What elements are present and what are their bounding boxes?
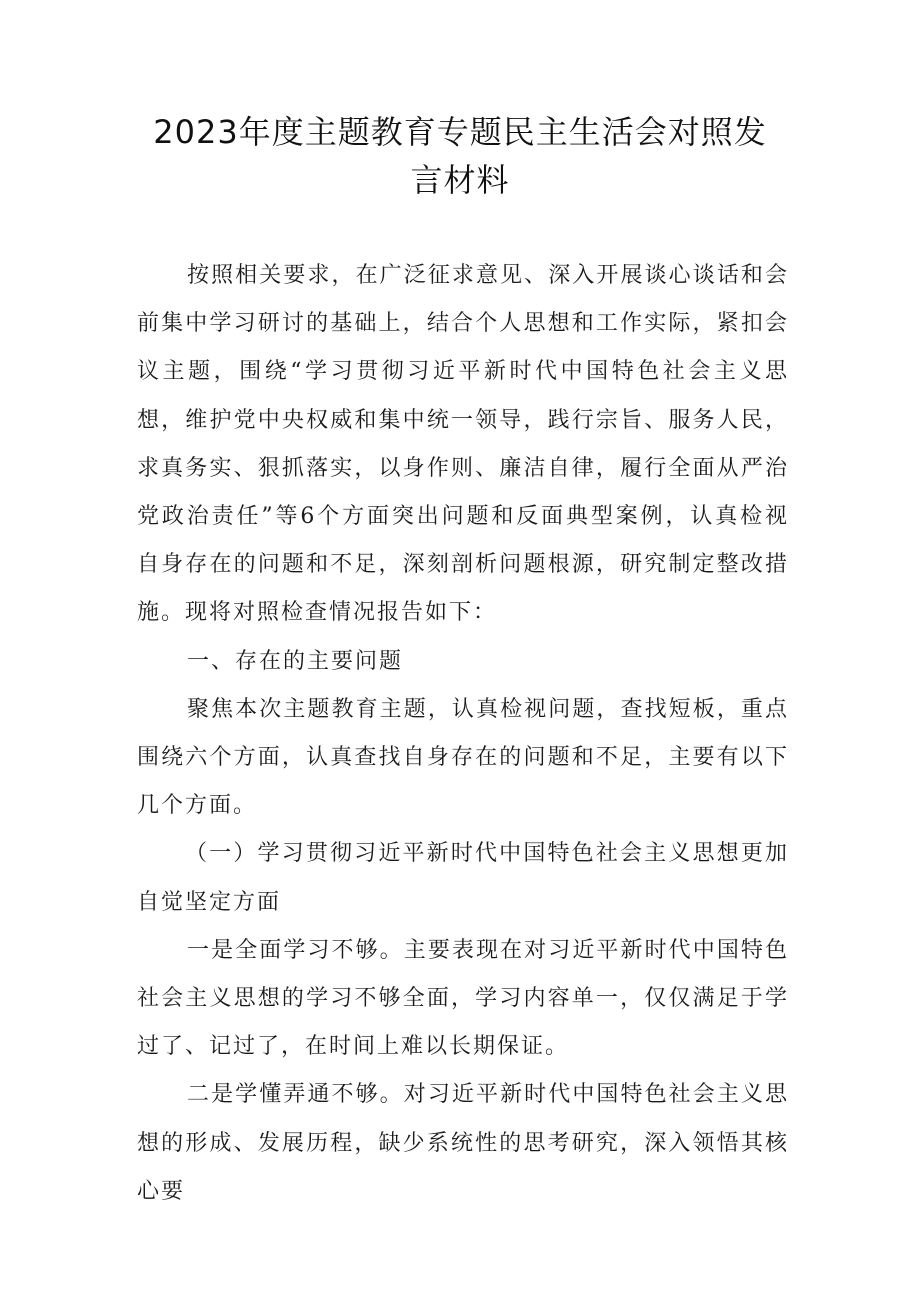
document-body bbox=[137, 252, 789, 1216]
document-title bbox=[100, 108, 820, 204]
point-paragraph-2: 二是学懂弄通不够。对习近平新时代中国特色社会主义思想的形成、发展历程，缺少系统性的思考研究，深入领悟其核心要 bbox=[137, 1082, 789, 1204]
intro-paragraph: 按照相关要求，在广泛征求意见、深入开展谈心谈话和会前集中学习研讨的基础上，结合个人思想和工作实际，紧扣会议主题，围绕“学习贯彻习近平新时代中国特色社会主义思想，维护党中央权威和集中统一领导，践行宗旨、服务人民，求真务实、狠抓落实，以身作则、廉洁自律，履行全面从严治党政治责任”等6个方面突出问题和反面典型案例，认真检视自身存在的问题和不足，深刻剖析问题根源，研究制定整改措施。现将对照检查情况报告如下： bbox=[137, 263, 789, 626]
section-intro-paragraph: 聚焦本次主题教育主题，认真检视问题，查找短板，重点围绕六个方面，认真查找自身存在的问题和不足，主要有以下几个方面。 bbox=[137, 696, 789, 819]
subsection-heading-1: （一）学习贯彻习近平新时代中国特色社会主义思想更加自觉坚定方面 bbox=[137, 841, 789, 915]
section-heading-1: 一、存在的主要问题 bbox=[187, 648, 404, 674]
title-line-2: 言材料 bbox=[410, 161, 510, 199]
title-line-1: 2023年度主题教育专题民主生活会对照发 bbox=[153, 113, 767, 151]
point-paragraph-1: 一是全面学习不够。主要表现在对习近平新时代中国特色社会主义思想的学习不够全面，学习内容单一，仅仅满足于学过了、记过了，在时间上难以长期保证。 bbox=[137, 937, 789, 1060]
